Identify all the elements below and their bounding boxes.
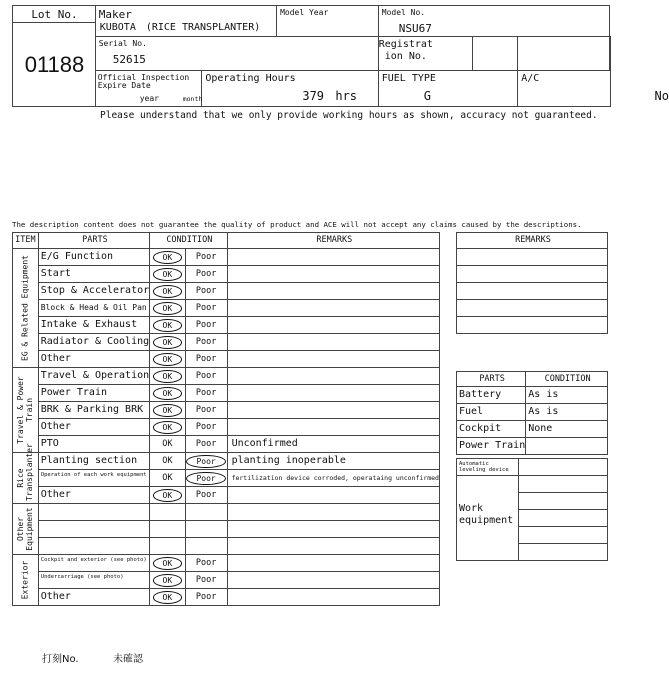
poor-option: Poor <box>195 303 217 313</box>
item-group-label: EG & Related Equipment <box>20 255 30 361</box>
maker-value: KUBOTA (RICE TRANSPLANTER) <box>99 22 261 33</box>
poor-cell <box>185 300 227 317</box>
ok-circled: OK <box>153 574 183 587</box>
poor-cell <box>185 521 227 538</box>
ac-label: A/C <box>521 73 540 84</box>
poor-cell <box>185 351 227 368</box>
remark-cell <box>227 266 439 283</box>
part-cell <box>38 453 149 470</box>
poor-cell <box>185 436 227 453</box>
remark-cell <box>227 521 439 538</box>
poor-option: Poor <box>195 286 217 296</box>
table-row <box>13 266 440 283</box>
operating-hours-unit: hrs <box>335 89 358 103</box>
part-label: Other <box>40 421 71 432</box>
ok-circled: OK <box>153 353 183 366</box>
fuel-type-cell <box>378 71 518 107</box>
stamp-no-label: 打刻No. <box>42 654 79 665</box>
condition-table <box>12 232 440 606</box>
right-part-text: Fuel <box>459 406 484 417</box>
item-group-cell <box>13 555 39 606</box>
operating-hours-cell <box>202 71 378 107</box>
part-label: Planting section <box>40 455 138 466</box>
right-remarks-header: REMARKS <box>457 233 608 249</box>
remark-cell <box>227 385 439 402</box>
part-label: Undercarriage (see photo) <box>40 574 124 580</box>
right-remarks-row <box>457 249 608 266</box>
work-equipment-row <box>518 527 607 544</box>
table-row <box>13 351 440 368</box>
right-condition-cell <box>526 387 608 404</box>
maker-cell <box>95 6 276 37</box>
part-label: Travel & Operation <box>40 370 150 381</box>
right-remarks-table <box>456 232 608 334</box>
remark-cell <box>227 538 439 555</box>
ok-cell <box>150 317 185 334</box>
poor-option: Poor <box>195 371 217 381</box>
item-group-cell <box>13 249 39 368</box>
poor-option: Poor <box>195 320 217 330</box>
ok-cell <box>150 538 185 555</box>
poor-cell <box>185 266 227 283</box>
poor-cell <box>185 249 227 266</box>
ok-cell <box>150 487 185 504</box>
item-group-cell <box>13 504 39 555</box>
lot-no-value: 01188 <box>24 52 85 77</box>
ok-option: OK <box>162 439 173 449</box>
right-condition-cell <box>526 438 608 455</box>
poor-cell <box>185 504 227 521</box>
col-item-header: ITEM <box>13 233 39 249</box>
model-no-label: Model No. <box>381 8 426 17</box>
poor-cell <box>185 572 227 589</box>
maker-label: Maker <box>98 8 132 21</box>
ok-circled: OK <box>153 285 183 298</box>
remark-text: planting inoperable <box>231 455 346 466</box>
poor-cell <box>185 538 227 555</box>
ac-value-cell <box>610 71 669 107</box>
remark-cell <box>227 368 439 385</box>
work-equipment-row <box>518 476 607 493</box>
part-cell <box>38 419 149 436</box>
table-row <box>13 589 440 606</box>
table-row <box>13 385 440 402</box>
table-row <box>13 300 440 317</box>
ok-cell <box>150 589 185 606</box>
poor-option: Poor <box>195 269 217 279</box>
ac-value: No <box>654 89 669 103</box>
ok-circled: OK <box>153 591 183 604</box>
remark-cell <box>227 487 439 504</box>
right-condition-cell <box>526 404 608 421</box>
part-cell <box>38 283 149 300</box>
ok-cell <box>150 351 185 368</box>
ok-option: OK <box>162 456 173 466</box>
part-cell <box>38 334 149 351</box>
auto-leveling-cell: Automatic leveling device <box>457 459 519 476</box>
part-cell <box>38 385 149 402</box>
ok-cell <box>150 283 185 300</box>
registration-label-cell <box>378 37 473 71</box>
part-cell <box>38 317 149 334</box>
poor-cell <box>185 317 227 334</box>
ok-cell <box>150 334 185 351</box>
table-row <box>13 487 440 504</box>
poor-cell <box>185 402 227 419</box>
right-part-text: Cockpit <box>459 423 502 434</box>
ok-cell <box>150 385 185 402</box>
poor-option: Poor <box>195 558 217 568</box>
poor-cell <box>185 555 227 572</box>
registration-label-2: ion No. <box>384 51 427 62</box>
inspection-label-1: Official Inspection <box>97 73 190 82</box>
operating-hours-label: Operating Hours <box>205 73 296 84</box>
poor-option: Poor <box>195 575 217 585</box>
table-row <box>13 436 440 453</box>
part-cell <box>38 555 149 572</box>
model-no-value: NSU67 <box>398 22 432 35</box>
serial-no-cell <box>95 37 378 71</box>
ok-circled: OK <box>153 319 183 332</box>
lot-no-cell <box>13 6 96 107</box>
model-year-cell <box>277 6 379 37</box>
ok-cell <box>150 249 185 266</box>
poor-cell <box>185 334 227 351</box>
poor-option: Poor <box>195 388 217 398</box>
serial-no-label: Serial No. <box>98 39 147 48</box>
stamp-no-value: 未確認 <box>113 654 143 665</box>
right-condition-text: As is <box>528 389 559 400</box>
right-remarks-row <box>457 300 608 317</box>
part-label: Cockpit and exterior (see photo) <box>40 557 147 563</box>
poor-cell <box>185 453 227 470</box>
right-part-text: Battery <box>459 389 502 400</box>
remark-text: Unconfirmed <box>231 438 298 449</box>
table-row <box>13 317 440 334</box>
remark-cell <box>227 249 439 266</box>
part-cell <box>38 589 149 606</box>
poor-cell <box>185 589 227 606</box>
ok-circled: OK <box>153 557 183 570</box>
ok-option: OK <box>162 473 173 483</box>
part-label: Block & Head & Oil Pan <box>40 303 147 312</box>
ac-cell <box>518 71 610 107</box>
poor-option: Poor <box>195 592 217 602</box>
item-group-label: Travel & Power Train <box>16 376 35 444</box>
poor-cell <box>185 283 227 300</box>
right-parts-header: PARTS <box>457 372 526 387</box>
part-cell <box>38 572 149 589</box>
table-row <box>13 283 440 300</box>
ok-cell <box>150 368 185 385</box>
fuel-type-value: G <box>423 89 431 103</box>
right-condition-header: CONDITION <box>526 372 608 387</box>
remark-text: fertilization device corroded, operataing unconfirmed <box>231 474 439 482</box>
part-label: Intake & Exhaust <box>40 319 138 330</box>
model-year-label: Model Year <box>280 8 329 17</box>
item-group-label: Rice Transplanter <box>16 443 35 501</box>
remark-cell <box>227 419 439 436</box>
item-group-cell <box>13 443 39 504</box>
table-row <box>13 334 440 351</box>
part-cell <box>38 487 149 504</box>
poor-option: Poor <box>195 439 217 449</box>
ok-circled: OK <box>153 404 183 417</box>
ok-circled: OK <box>153 336 183 349</box>
poor-option: Poor <box>195 405 217 415</box>
part-cell <box>38 402 149 419</box>
registration-value-cell-1 <box>473 37 518 71</box>
item-group-cell <box>13 368 39 453</box>
part-cell <box>38 368 149 385</box>
table-row <box>13 402 440 419</box>
inspection-label-2: Expire Date <box>97 81 151 90</box>
poor-circled: Poor <box>186 455 225 468</box>
ok-circled: OK <box>153 302 183 315</box>
right-condition-text: As is <box>528 406 559 417</box>
auto-leveling-value <box>518 459 607 476</box>
remark-cell <box>227 300 439 317</box>
right-part-cell <box>457 421 526 438</box>
table-row <box>13 470 440 487</box>
ok-cell <box>150 402 185 419</box>
poor-option: Poor <box>195 354 217 364</box>
ok-cell <box>150 300 185 317</box>
part-label: PTO <box>40 438 59 449</box>
table-row <box>13 555 440 572</box>
remark-cell <box>227 402 439 419</box>
table-row <box>13 521 440 538</box>
part-cell <box>38 266 149 283</box>
registration-value-cell-3 <box>610 37 611 71</box>
inspection-cell <box>95 71 202 107</box>
right-remarks-row <box>457 283 608 300</box>
table-row <box>13 249 440 266</box>
col-parts-header: PARTS <box>38 233 149 249</box>
remark-cell <box>227 283 439 300</box>
right-condition-text: None <box>528 423 553 434</box>
part-cell <box>38 538 149 555</box>
ok-cell <box>150 453 185 470</box>
poor-option: Poor <box>195 337 217 347</box>
ok-cell <box>150 555 185 572</box>
poor-option: Poor <box>195 490 217 500</box>
part-label: BRK & Parking BRK <box>40 404 144 415</box>
col-condition-header: CONDITION <box>150 233 227 249</box>
table-row <box>13 504 440 521</box>
part-label: E/G Function <box>40 251 114 262</box>
right-parts-row <box>457 421 608 438</box>
work-equipment-row <box>518 510 607 527</box>
table-row <box>13 572 440 589</box>
ok-cell <box>150 521 185 538</box>
part-cell <box>38 436 149 453</box>
right-parts-row <box>457 387 608 404</box>
poor-option: Poor <box>195 422 217 432</box>
ok-circled: OK <box>153 268 183 281</box>
part-label: Power Train <box>40 387 107 398</box>
poor-circled: Poor <box>186 472 225 485</box>
table-row <box>13 453 440 470</box>
remark-cell <box>227 453 439 470</box>
remark-cell <box>227 351 439 368</box>
table-row <box>13 419 440 436</box>
remark-cell <box>227 572 439 589</box>
part-label: Other <box>40 489 71 500</box>
remark-cell <box>227 470 439 487</box>
remark-cell <box>227 317 439 334</box>
fuel-type-label: FUEL TYPE <box>381 73 436 84</box>
right-work-table <box>456 458 608 561</box>
poor-cell <box>185 487 227 504</box>
disclaimer: The description content does not guarantee the quality of product and ACE will not accept any claims caused by the descriptions. <box>12 220 582 229</box>
work-equipment-cell: Work equipment <box>457 476 519 561</box>
ok-circled: OK <box>153 370 183 383</box>
remark-cell <box>227 436 439 453</box>
poor-cell <box>185 385 227 402</box>
part-cell <box>38 504 149 521</box>
ok-cell <box>150 504 185 521</box>
part-cell <box>38 300 149 317</box>
part-label: Other <box>40 353 71 364</box>
operating-hours-value: 379 <box>302 89 325 103</box>
right-remarks-row <box>457 317 608 334</box>
part-label: Other <box>40 591 71 602</box>
work-equipment-row <box>518 493 607 510</box>
ok-cell <box>150 436 185 453</box>
model-no-cell <box>378 6 609 37</box>
poor-cell <box>185 470 227 487</box>
right-parts-table <box>456 371 608 455</box>
registration-value-cell-2 <box>518 37 610 71</box>
ok-circled: OK <box>153 387 183 400</box>
part-cell <box>38 521 149 538</box>
right-remarks-row <box>457 266 608 283</box>
ok-cell <box>150 266 185 283</box>
work-equipment-row <box>518 544 607 561</box>
vehicle-info-header <box>12 5 669 107</box>
part-cell <box>38 470 149 487</box>
ok-cell <box>150 470 185 487</box>
right-part-text: Power Train <box>459 440 526 451</box>
part-label: Operation of each work equipment <box>40 472 147 478</box>
part-label: Stop & Accelerator <box>40 285 150 296</box>
ok-circled: OK <box>153 251 183 264</box>
right-parts-row <box>457 438 608 455</box>
item-group-label: Exterior <box>20 560 30 600</box>
part-label: Start <box>40 268 71 279</box>
poor-option: Poor <box>195 252 217 262</box>
part-cell <box>38 249 149 266</box>
lot-no-label: Lot No. <box>31 8 78 21</box>
right-part-cell <box>457 387 526 404</box>
ok-circled: OK <box>153 421 183 434</box>
poor-cell <box>185 419 227 436</box>
item-group-label: Other Equipment <box>16 507 35 551</box>
ok-cell <box>150 419 185 436</box>
part-cell <box>38 351 149 368</box>
right-part-cell <box>457 438 526 455</box>
right-condition-cell <box>526 421 608 438</box>
year-label: year <box>139 94 159 103</box>
month-label: month <box>182 95 203 103</box>
remark-cell <box>227 334 439 351</box>
table-row <box>13 538 440 555</box>
ok-cell <box>150 572 185 589</box>
hours-notice: Please understand that we only provide working hours as shown, accuracy not guaranteed. <box>100 110 598 121</box>
poor-cell <box>185 368 227 385</box>
remark-cell <box>227 504 439 521</box>
ok-circled: OK <box>153 489 183 502</box>
remark-cell <box>227 555 439 572</box>
registration-label-1: Registrat <box>378 39 433 50</box>
serial-no-value: 52615 <box>112 53 146 66</box>
col-remarks-header: REMARKS <box>227 233 439 249</box>
part-label: Radiator & Cooling <box>40 336 150 347</box>
table-row <box>13 368 440 385</box>
right-parts-row <box>457 404 608 421</box>
remark-cell <box>227 589 439 606</box>
right-part-cell <box>457 404 526 421</box>
